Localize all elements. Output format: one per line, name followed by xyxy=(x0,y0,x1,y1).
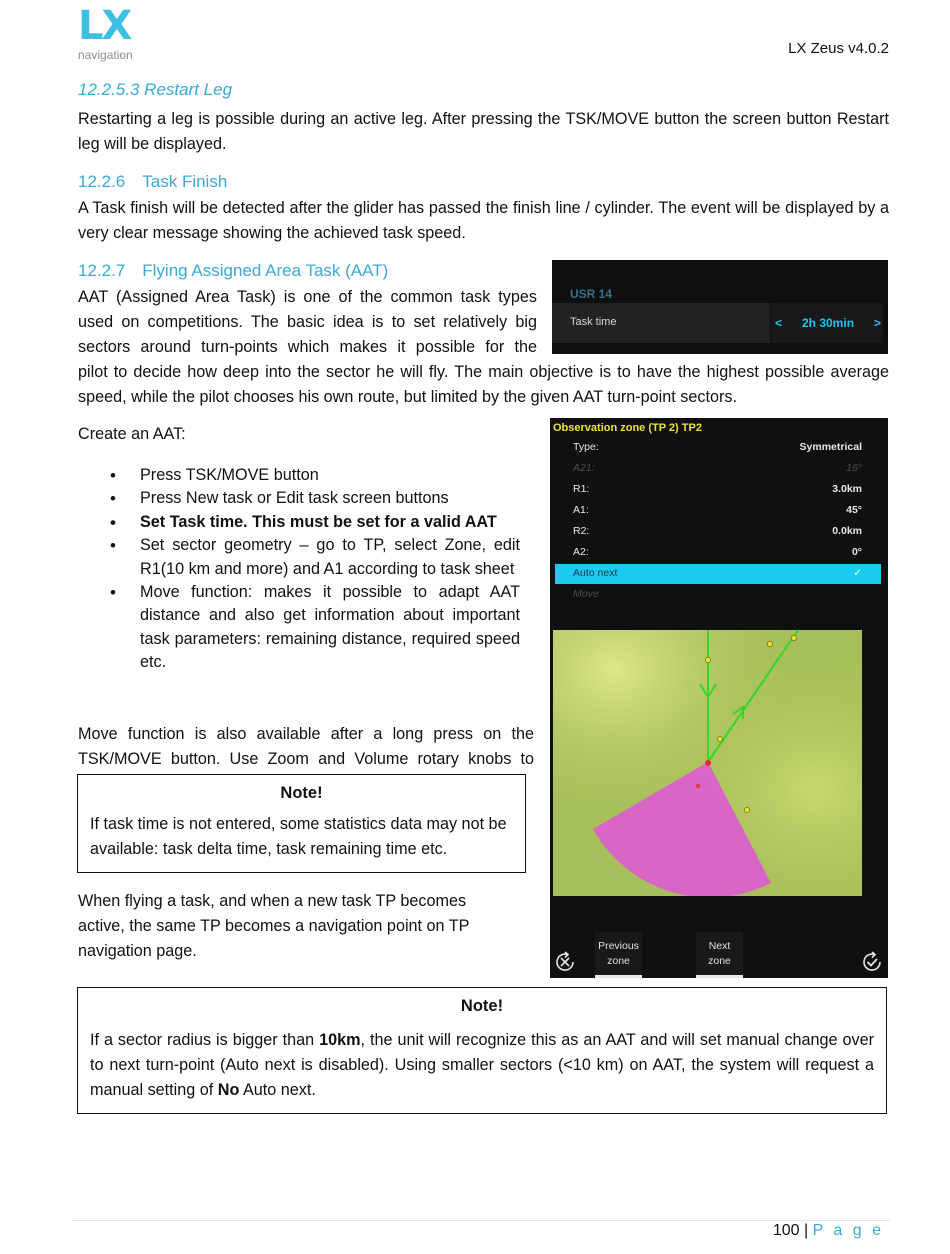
zone-row-r2[interactable] xyxy=(555,522,881,542)
note-text-part: , the unit will recognize this as an AAT and will set manual change over to next turn-point (Auto next is disabled). Using smaller sectors (<10 km) on AAT, the system will request a manual setting of xyxy=(90,1031,875,1099)
next-zone-button[interactable] xyxy=(696,932,743,978)
note-box-task-time xyxy=(77,774,526,873)
check-icon: ✓ xyxy=(853,567,862,579)
waypoint-marker xyxy=(705,657,710,662)
chevron-left-icon[interactable]: < xyxy=(775,316,783,330)
zone-row-key: Auto next xyxy=(573,567,618,579)
aat-intro-line: used on competitions. The basic idea is to set relatively big xyxy=(78,313,537,331)
task-time-screenshot xyxy=(552,260,888,354)
move-function-text xyxy=(78,722,534,772)
button-label-line: Next xyxy=(708,940,731,952)
zone-row-key: Type: xyxy=(573,441,599,453)
task-time-value: 2h 30min xyxy=(802,316,855,330)
zone-row-key: A21: xyxy=(573,462,595,474)
sector-map[interactable] xyxy=(553,630,862,896)
restart-leg-text: Restarting a leg is possible during an active leg. After pressing the TSK/MOVE button the screen button Restart leg will be displayed. xyxy=(78,110,889,153)
zone-row-value: Symmetrical xyxy=(799,441,862,453)
aat-intro-full: pilot to decide how deep into the sector he will fly. The main objective is to have the highest possible average speed, while the pilot chooses his own route, but limited by the given AAT turn-point sectors. xyxy=(78,363,889,406)
page-word: P a g e xyxy=(812,1222,884,1239)
chevron-right-icon[interactable]: > xyxy=(874,316,882,330)
note-text-part: Auto next. xyxy=(239,1081,316,1099)
note-title: Note! xyxy=(460,997,504,1015)
note-text-bold: No xyxy=(217,1081,240,1099)
logo-wordmark: navigation xyxy=(78,48,133,62)
list-item: • Press TSK/MOVE button xyxy=(110,464,520,487)
zone-row-key: Move xyxy=(573,588,599,600)
move-text-line: Move function is also available after a long press on the xyxy=(78,725,534,743)
heading-task-finish: 12.2.6 Task Finish xyxy=(78,172,228,191)
zone-row-key: R1: xyxy=(573,483,590,495)
heading-restart-leg: 12.2.5.3 Restart Leg xyxy=(78,80,233,99)
obs-zone-title: Observation zone (TP 2) TP2 xyxy=(553,422,702,434)
zone-row-a2[interactable] xyxy=(555,543,881,563)
zone-row-a21 xyxy=(555,459,881,479)
turnpoint-marker xyxy=(705,760,711,766)
tp-navigation-text: When flying a task, and when a new task TP becomes active, the same TP becomes a navigation point on TP navigation page. xyxy=(78,892,470,960)
button-label-line: Previous xyxy=(598,940,639,952)
profile-title: USR 14 xyxy=(570,287,613,301)
lx-navigation-logo xyxy=(78,3,148,62)
aat-steps-list xyxy=(110,464,520,675)
observation-zone-screenshot xyxy=(550,418,888,978)
create-aat-label: Create an AAT: xyxy=(78,425,186,443)
list-item: • Move function: makes it possible to adapt AAT distance and also get information about important task parameters: remaining distance, required speed etc. xyxy=(110,581,520,675)
zone-row-r1[interactable] xyxy=(555,480,881,500)
heading-aat: 12.2.7 Flying Assigned Area Task (AAT) xyxy=(78,261,389,280)
aat-intro-line: AAT (Assigned Area Task) is one of the common task types xyxy=(78,288,537,306)
zone-row-value: 0° xyxy=(851,546,862,558)
zone-row-value: 0.0km xyxy=(832,525,862,537)
zone-row-key: A2: xyxy=(573,546,589,558)
aat-intro-line: sectors around turn-points which makes it possible for the xyxy=(78,338,537,356)
button-label-line: zone xyxy=(708,955,731,967)
zone-row-value: 45° xyxy=(846,504,862,516)
page-footer xyxy=(773,1222,884,1240)
zone-row-a1[interactable] xyxy=(555,501,881,521)
previous-zone-button[interactable] xyxy=(595,932,642,978)
confirm-rotate-icon[interactable] xyxy=(860,950,884,974)
page-number: 100 xyxy=(772,1222,800,1239)
waypoint-marker xyxy=(767,641,772,646)
list-item: • Set sector geometry – go to TP, select Zone, edit R1(10 km and more) and A1 according to task sheet xyxy=(110,534,520,581)
waypoint-marker xyxy=(791,635,796,640)
logo-mark: LX xyxy=(78,3,131,49)
zone-row-type[interactable] xyxy=(555,438,881,458)
waypoint-marker xyxy=(744,807,749,812)
waypoint-marker xyxy=(717,736,722,741)
zone-row-move xyxy=(555,585,881,605)
button-label-line: zone xyxy=(607,955,630,967)
move-text-line: TSK/MOVE button. Use Zoom and Volume rotary knobs to xyxy=(78,750,534,768)
zone-row-value: 3.0km xyxy=(832,483,862,495)
aat-intro-narrow xyxy=(78,285,537,360)
note-title: Note! xyxy=(280,784,323,802)
footer-divider xyxy=(72,1220,890,1221)
note-text-part: If a sector radius is bigger than xyxy=(90,1031,320,1049)
waypoint-marker xyxy=(696,784,700,788)
task-time-selector[interactable] xyxy=(770,303,883,343)
zone-row-value: 16° xyxy=(846,462,862,474)
note-text: If task time is not entered, some statistics data may not be available: task delta time, task remaining time etc. xyxy=(90,815,507,858)
list-item: • Press New task or Edit task screen buttons xyxy=(110,487,520,510)
task-finish-text: A Task finish will be detected after the glider has passed the finish line / cylinder. The event will be displayed by a very clear message showing the achieved task speed. xyxy=(78,199,889,242)
note-text-bold: 10km xyxy=(319,1031,361,1049)
task-time-row[interactable] xyxy=(552,303,882,343)
note-box-auto-next xyxy=(77,987,887,1114)
list-item: • Set Task time. This must be set for a valid AAT xyxy=(110,511,520,534)
cancel-rotate-icon[interactable] xyxy=(553,950,577,974)
document-version: LX Zeus v4.0.2 xyxy=(788,40,889,57)
note-text xyxy=(90,1028,874,1103)
zone-row-key: A1: xyxy=(573,504,589,516)
task-time-label: Task time xyxy=(570,316,617,328)
zone-row-auto-next[interactable] xyxy=(555,564,881,584)
zone-row-key: R2: xyxy=(573,525,590,537)
footer-separator: | xyxy=(799,1222,813,1239)
